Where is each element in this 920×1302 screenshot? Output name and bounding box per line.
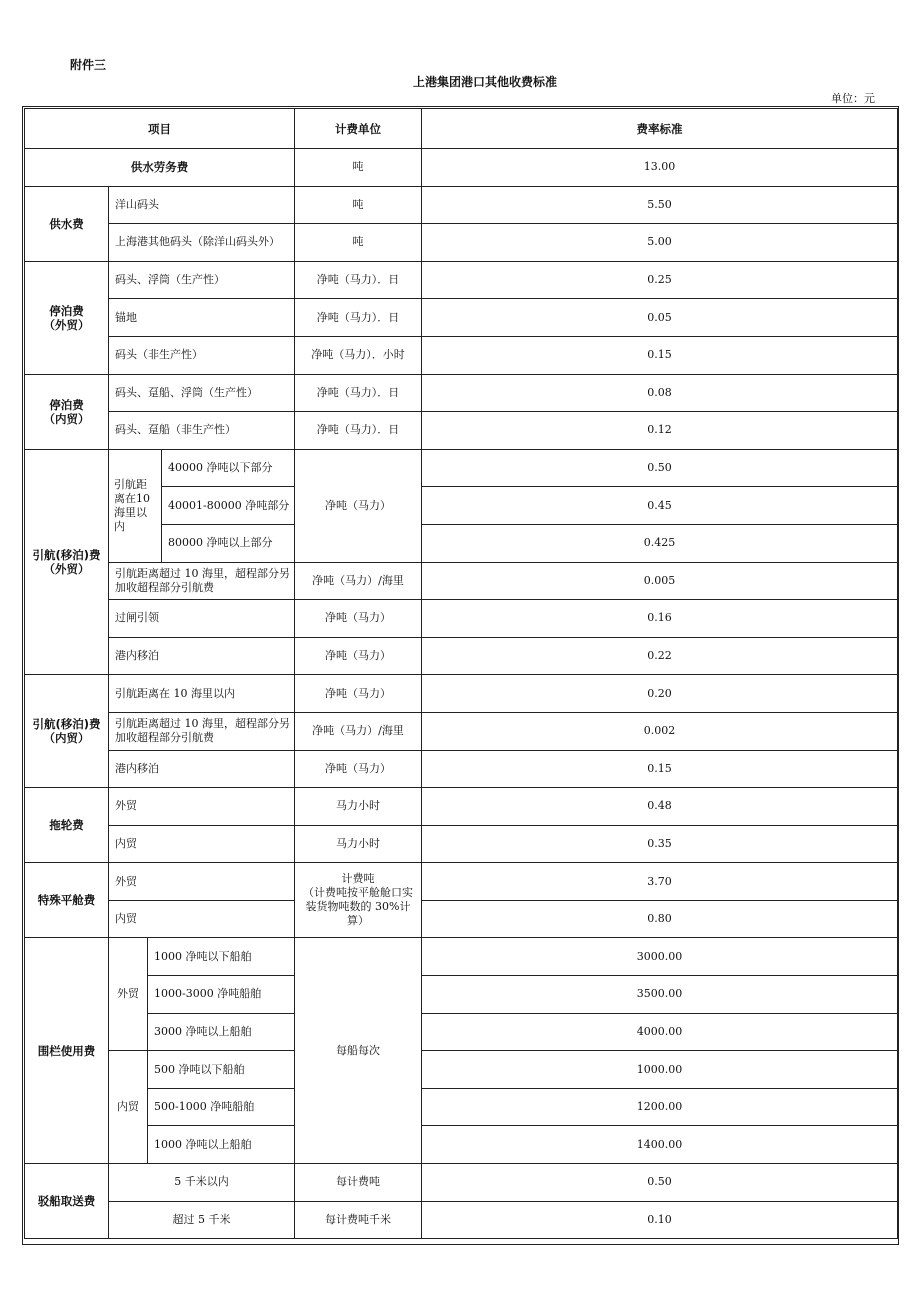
- item-cell: 锚地: [109, 299, 295, 337]
- item-cell: 3000 净吨以上船舶: [148, 1013, 295, 1051]
- item-cell: 港内移泊: [109, 637, 295, 675]
- header-rate: 费率标准: [422, 109, 898, 149]
- trade-type: 外贸: [109, 938, 148, 1051]
- unit-cell: 净吨（马力）．日: [295, 299, 422, 337]
- rate-cell: 0.80: [422, 900, 898, 938]
- category-name: 拖轮费: [25, 788, 109, 863]
- item-cell: 引航距离超过 10 海里，超程部分另加收超程部分引航费: [109, 712, 295, 750]
- unit-cell: 净吨（马力）．日: [295, 261, 422, 299]
- rate-cell: 3000.00: [422, 938, 898, 976]
- item-cell: 500-1000 净吨船舶: [148, 1088, 295, 1126]
- unit-cell: 净吨（马力）: [295, 675, 422, 713]
- category-name: 停泊费 （内贸）: [25, 374, 109, 449]
- category-name: 围栏使用费: [25, 938, 109, 1164]
- rate-cell: 13.00: [422, 149, 898, 187]
- rate-cell: 0.002: [422, 712, 898, 750]
- table-row: [25, 976, 898, 1014]
- table-row: [25, 863, 898, 901]
- item-cell: 1000 净吨以上船舶: [148, 1126, 295, 1164]
- item-cell: 码头、趸船（非生产性）: [109, 412, 295, 450]
- item-cell: 外贸: [109, 788, 295, 826]
- table-row: [25, 261, 898, 299]
- table-row: [25, 900, 898, 938]
- item-cell: 内贸: [109, 825, 295, 863]
- rate-cell: 4000.00: [422, 1013, 898, 1051]
- unit-cell: 计费吨 （计费吨按平舱舱口实装货物吨数的 30%计算）: [295, 863, 422, 938]
- unit-cell: 净吨（马力）: [295, 750, 422, 788]
- unit-cell: 每计费吨千米: [295, 1201, 422, 1239]
- category-name: 停泊费 （外贸）: [25, 261, 109, 374]
- unit-cell: 净吨（马力）．小时: [295, 336, 422, 374]
- table-row: [25, 374, 898, 412]
- item-cell: 引航距离在 10 海里以内: [109, 675, 295, 713]
- item-cell: 40000 净吨以下部分: [162, 449, 295, 487]
- rate-cell: 0.15: [422, 750, 898, 788]
- item-cell: 500 净吨以下船舶: [148, 1051, 295, 1089]
- rate-cell: 5.00: [422, 224, 898, 262]
- item-cell: 港内移泊: [109, 750, 295, 788]
- unit-cell: 马力小时: [295, 825, 422, 863]
- rate-cell: 1000.00: [422, 1051, 898, 1089]
- trade-type: 内贸: [109, 1051, 148, 1164]
- table-row: [25, 825, 898, 863]
- item-cell: 过闸引领: [109, 600, 295, 638]
- rate-cell: 0.50: [422, 1164, 898, 1202]
- header-item: 项目: [25, 109, 295, 149]
- rate-cell: 0.16: [422, 600, 898, 638]
- currency-unit: 单位：元: [831, 92, 875, 105]
- unit-cell: 净吨（马力）: [295, 449, 422, 562]
- category-name: 驳船取送费: [25, 1164, 109, 1239]
- rate-cell: 0.10: [422, 1201, 898, 1239]
- item-cell: 上海港其他码头（除洋山码头外）: [109, 224, 295, 262]
- rate-cell: 5.50: [422, 186, 898, 224]
- rate-cell: 0.35: [422, 825, 898, 863]
- unit-cell: 吨: [295, 186, 422, 224]
- table-row: [25, 1126, 898, 1164]
- header-unit: 计费单位: [295, 109, 422, 149]
- table-row: [25, 299, 898, 337]
- table-row: [25, 336, 898, 374]
- table-row: [25, 186, 898, 224]
- table-row: [25, 712, 898, 750]
- table-row: [25, 938, 898, 976]
- rate-cell: 0.05: [422, 299, 898, 337]
- unit-cell: 每船每次: [295, 938, 422, 1164]
- table-row: [25, 1201, 898, 1239]
- item-cell: 外贸: [109, 863, 295, 901]
- rate-cell: 0.15: [422, 336, 898, 374]
- category-name: 特殊平舱费: [25, 863, 109, 938]
- rate-cell: 0.25: [422, 261, 898, 299]
- category-name: 供水劳务费: [25, 149, 295, 187]
- table-row: [25, 1164, 898, 1202]
- category-name: 引航(移泊)费 （内贸）: [25, 675, 109, 788]
- rate-cell: 0.48: [422, 788, 898, 826]
- table-row: [25, 149, 898, 187]
- table-row: [25, 637, 898, 675]
- table-row: [25, 788, 898, 826]
- unit-cell: 净吨（马力）/海里: [295, 562, 422, 600]
- unit-cell: 净吨（马力）: [295, 600, 422, 638]
- table-row: [25, 224, 898, 262]
- table-row: [25, 1051, 898, 1089]
- item-cell: 1000 净吨以下船舶: [148, 938, 295, 976]
- rate-cell: 0.425: [422, 524, 898, 562]
- item-cell: 码头、趸船、浮筒（生产性）: [109, 374, 295, 412]
- item-cell: 码头（非生产性）: [109, 336, 295, 374]
- unit-cell: 净吨（马力）．日: [295, 412, 422, 450]
- unit-cell: 吨: [295, 224, 422, 262]
- item-cell: 引航距离超过 10 海里，超程部分另加收超程部分引航费: [109, 562, 295, 600]
- rate-cell: 0.20: [422, 675, 898, 713]
- rate-cell: 0.005: [422, 562, 898, 600]
- rate-cell: 1400.00: [422, 1126, 898, 1164]
- category-name: 供水费: [25, 186, 109, 261]
- table-row: [25, 1088, 898, 1126]
- rate-cell: 0.22: [422, 637, 898, 675]
- category-name: 引航(移泊)费 （外贸）: [25, 449, 109, 675]
- table-row: [25, 562, 898, 600]
- item-cell: 5 千米以内: [109, 1164, 295, 1202]
- fee-table: [24, 108, 898, 1239]
- rate-cell: 1200.00: [422, 1088, 898, 1126]
- unit-cell: 每计费吨: [295, 1164, 422, 1202]
- item-cell: 洋山码头: [109, 186, 295, 224]
- page-title: 上港集团港口其他收费标准: [412, 75, 557, 89]
- item-cell: 引航距离在10海里以内: [109, 449, 162, 562]
- annex-label: 附件三: [70, 58, 107, 72]
- item-cell: 码头、浮筒（生产性）: [109, 261, 295, 299]
- table-header-row: [25, 109, 898, 149]
- table-row: [25, 412, 898, 450]
- item-cell: 40001-80000 净吨部分: [162, 487, 295, 525]
- item-cell: 超过 5 千米: [109, 1201, 295, 1239]
- item-cell: 80000 净吨以上部分: [162, 524, 295, 562]
- table-row: [25, 1013, 898, 1051]
- table-row: [25, 449, 898, 487]
- rate-cell: 3.70: [422, 863, 898, 901]
- unit-cell: 净吨（马力）．日: [295, 374, 422, 412]
- rate-cell: 0.45: [422, 487, 898, 525]
- table-row: [25, 675, 898, 713]
- unit-cell: 吨: [295, 149, 422, 187]
- table-row: [25, 750, 898, 788]
- unit-cell: 马力小时: [295, 788, 422, 826]
- unit-cell: 净吨（马力）: [295, 637, 422, 675]
- rate-cell: 0.50: [422, 449, 898, 487]
- rate-cell: 0.12: [422, 412, 898, 450]
- table-row: [25, 600, 898, 638]
- unit-cell: 净吨（马力）/海里: [295, 712, 422, 750]
- rate-cell: 0.08: [422, 374, 898, 412]
- item-cell: 内贸: [109, 900, 295, 938]
- item-cell: 1000-3000 净吨船舶: [148, 976, 295, 1014]
- rate-cell: 3500.00: [422, 976, 898, 1014]
